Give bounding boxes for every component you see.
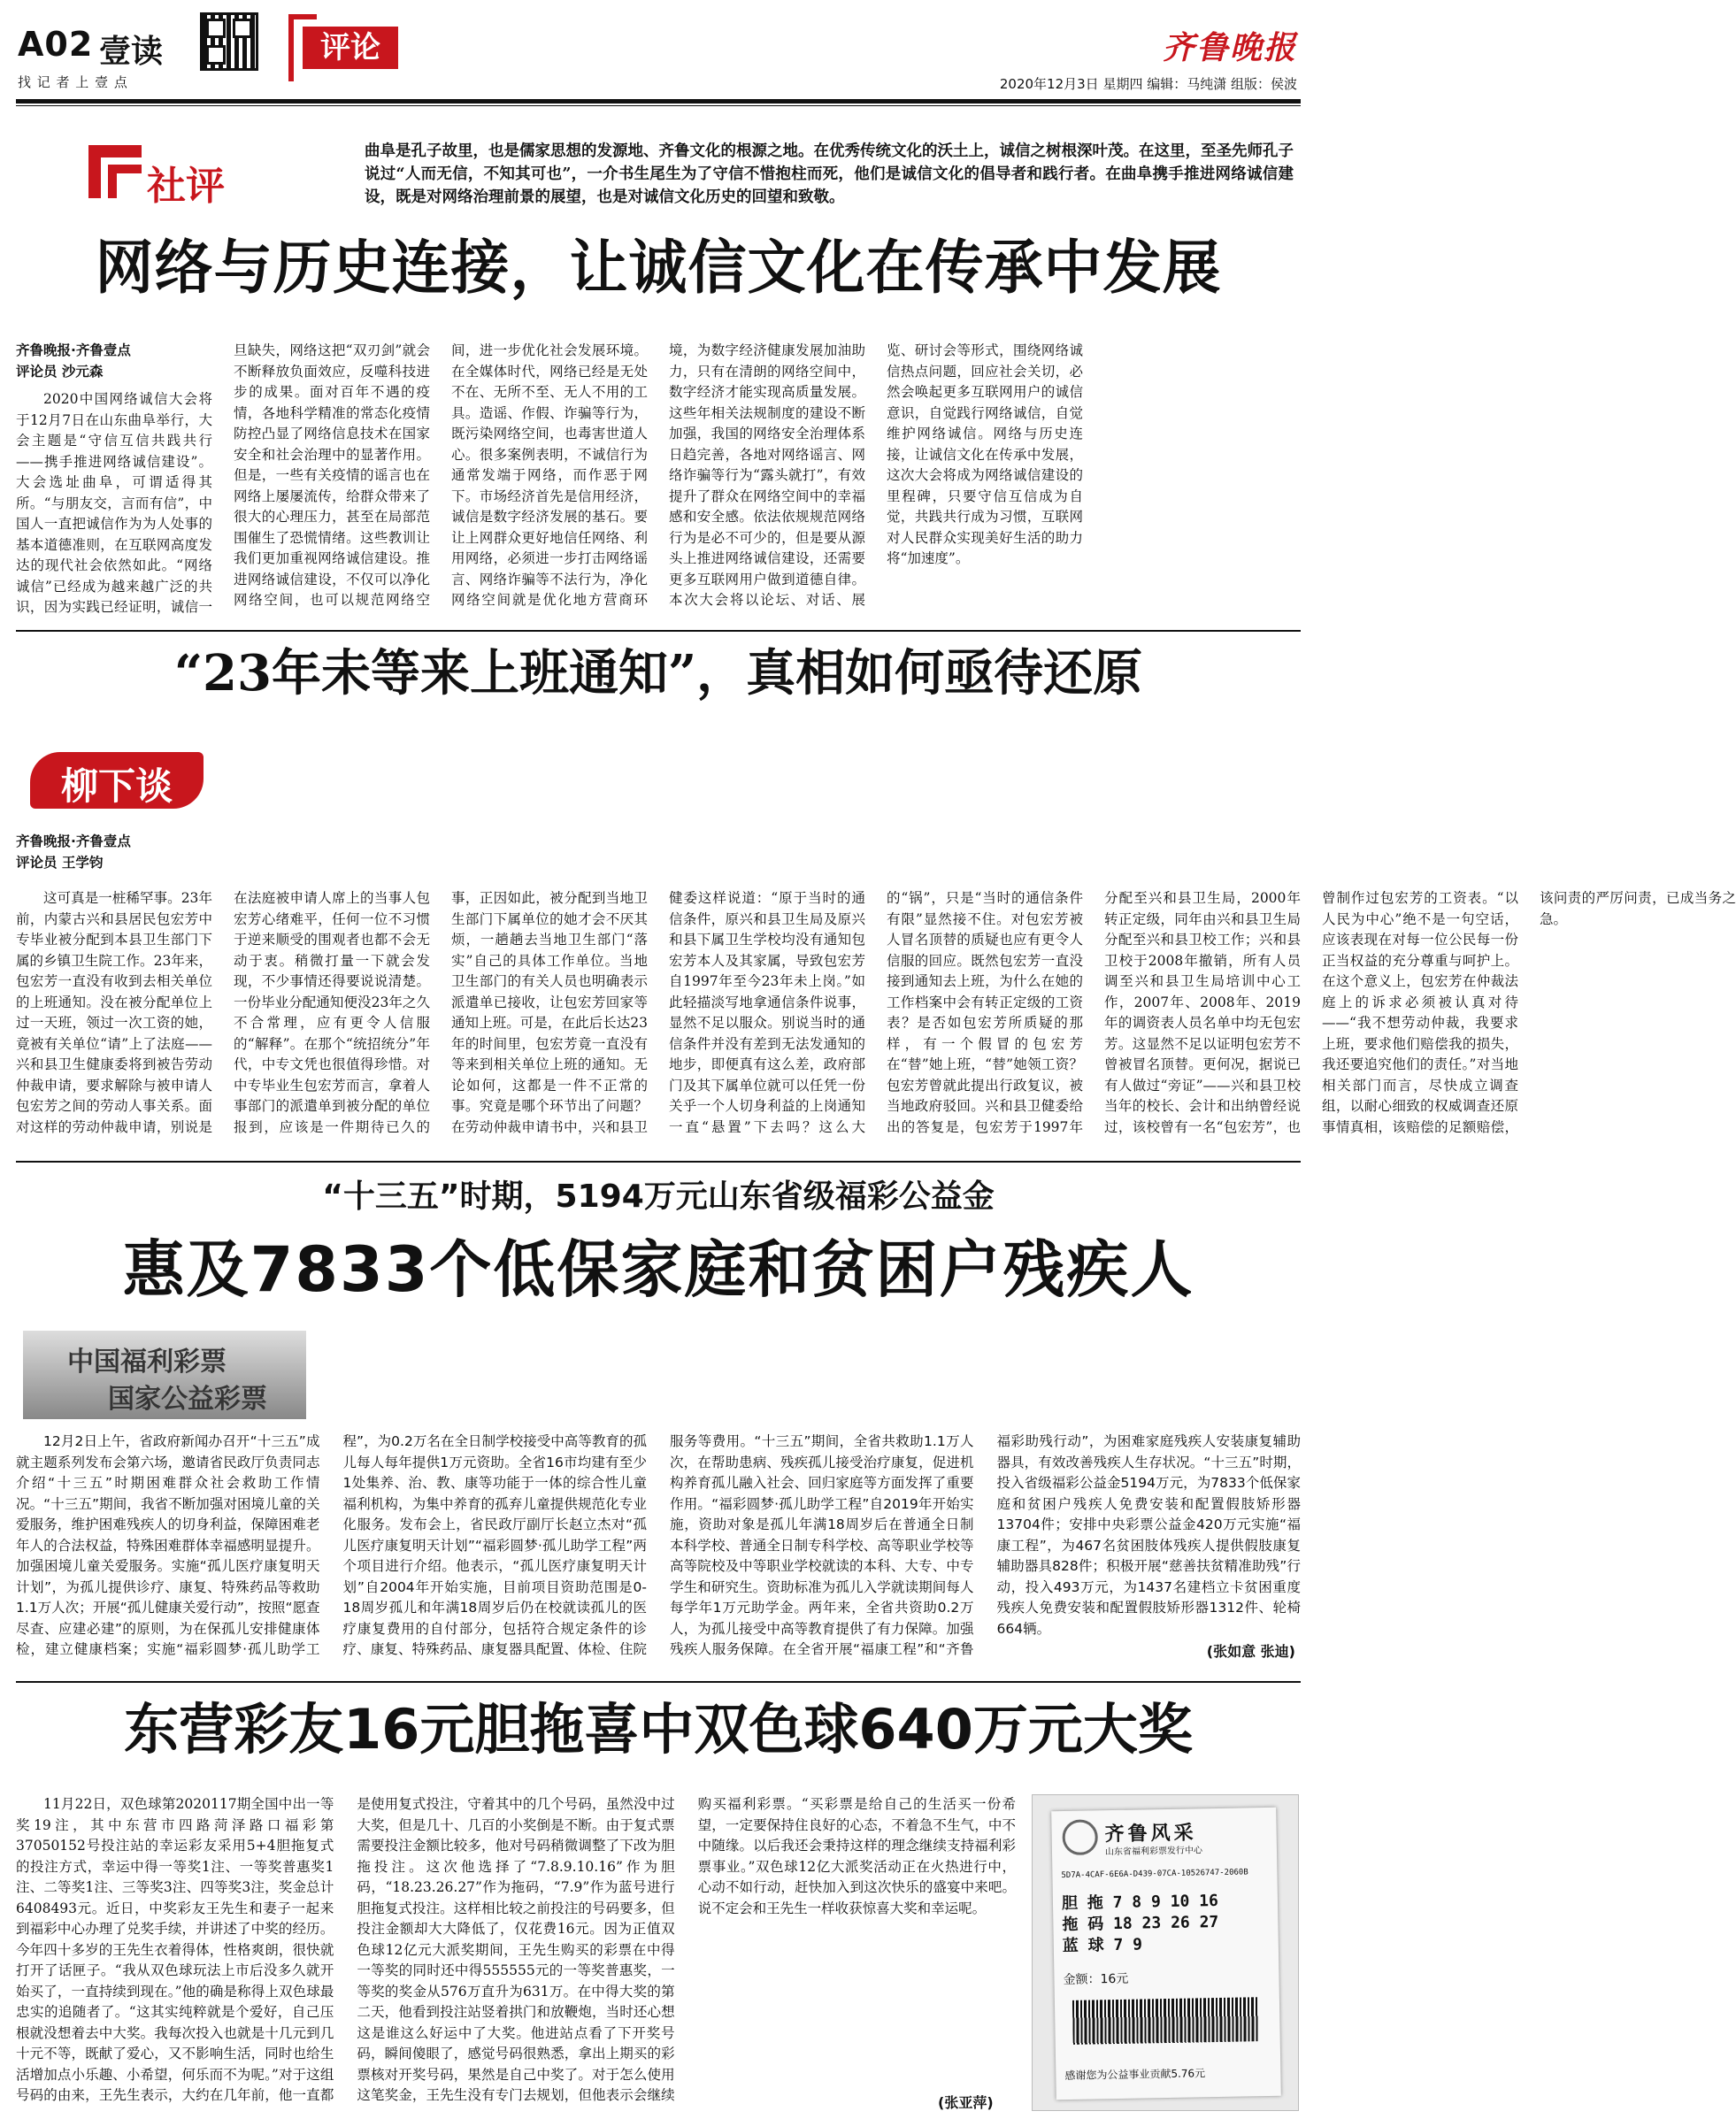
- article4-body: [16, 1794, 1016, 2111]
- ticket-dan-numbers: 胆 拖 7 8 9 10 16: [1061, 1891, 1219, 1914]
- editorial-text: 2020中国网络诚信大会将于12月7日在山东曲阜举行，大会主题是“守信互信共践共行——携手推进网络诚信建设”。大会选址曲阜，可谓适得其所。“与朋友交，言而有信”，中国人一直把诚信作为为人处事的基本道德准则，在互联网高度发达的现代社会依然如此。“网络诚信”已经成为越来越广泛的共识，因为实践已经证明，诚信一旦缺失，网络这把“双刃剑”就会不断释放负面效应，反噬科技进步的成果。面对百年不遇的疫情，各地科学精准的常态化疫情防控凸显了网络信息技术在国家安全和社会治理中的显著作用。但是，一些有关疫情的谣言也在网络上屡屡流传，给群众带来了很大的心理压力，甚至在局部范围催生了恐慌情绪。这些教训让我们更加重视网络诚信建设。推进网络诚信建设，不仅可以净化网络空间，也可以规范网络空间，进一步优化社会发展环境。在全媒体时代，网络已经是无处不在、无所不至、无人不用的工具。造谣、作假、诈骗等行为，既污染网络空间，也毒害世道人心。很多案例表明，不诚信行为通常发端于网络，而作恶于网下。市场经济首先是信用经济，诚信是数字经济发展的基石。要让上网群众更好地信任网络、利用网络，必须进一步打击网络谣言、网络诈骗等不法行为，净化网络空间就是优化地方营商环境，为数字经济健康发展加油助力，只有在清朗的网络空间中，数字经济才能实现高质量发展。这些年相关法规制度的建设不断加强，我国的网络安全治理体系日趋完善，各地对网络谣言、网络诈骗等行为“露头就打”，有效提升了群众在网络空间中的幸福感和安全感。依法依规规范网络行为是必不可少的，但是要从源头上推进网络诚信建设，还需要更多互联网用户做到道德自律。本次大会将以论坛、对话、展览、研讨会等形式，围绕网络诚信热点问题，回应社会关切，必然会唤起更多互联网用户的诚信意识，自觉践行网络诚信，自觉维护网络诚信。网络与历史连接，让诚信文化在传承中发展，这次大会将成为网络诚信建设的里程碑，只要守信互信成为自觉，共践共行成为习惯，互联网对人民群众实现美好生活的助力将“加速度”。: [16, 342, 1083, 615]
- editorial-byline-2: 评论员 沙元森: [16, 363, 104, 380]
- article4-headline: 东营彩友16元胆拖喜中双色球640万元大奖: [124, 1697, 1193, 1762]
- page-number: A02: [18, 25, 94, 64]
- article2-headline: “23年未等来上班通知”，真相如何亟待还原: [173, 644, 1143, 702]
- logo-line-2: 国家公益彩票: [108, 1384, 267, 1415]
- section-divider-2: [16, 1161, 1301, 1163]
- editorial-body: [16, 341, 1301, 626]
- editorial-headline: 网络与历史连接，让诚信文化在传承中发展: [95, 233, 1222, 302]
- ticket-barcode: [1072, 1997, 1259, 2045]
- qr-code-icon: [200, 12, 258, 71]
- ticket-tuo-numbers: 拖 码 18 23 26 27: [1062, 1912, 1219, 1935]
- lottery-logo-icon: [1062, 1819, 1098, 1855]
- welfare-lottery-logo: [23, 1331, 306, 1419]
- editorial-byline-1: 齐鲁晚报·齐鲁壹点: [16, 342, 131, 358]
- article2-body: [16, 888, 1736, 1154]
- article3-credit: (张如意 张迪): [1202, 1640, 1295, 1661]
- article3-body: [16, 1432, 1301, 1670]
- masthead-rule-thin: [16, 105, 1301, 106]
- editorial-lead: 曲阜是孔子故里，也是儒家思想的发源地、齐鲁文化的根源之地。在优秀传统文化的沃土上，诚信之树根深叶茂。在这里，至圣先师孔子说过“人而无信，不知其可也”，一介书生尾生为了守信不惜抱柱而死，他们是诚信文化的倡导者和践行者。在曲阜携手推进网络诚信建设，既是对网络治理前景的展望，也是对诚信文化历史的回望和致敬。: [365, 142, 1294, 206]
- article2-badge: [30, 743, 204, 818]
- article4-credit: (张亚萍): [933, 2092, 994, 2112]
- article4-text: 11月22日，双色球第2020117期全国中出一等奖19注，其中东营市四路菏泽路口福彩第37050152号投注站的幸运彩友采用5+4胆拖复式的投注方式，幸运中得一等奖1注、一等奖普惠奖1注、二等奖1注、三等奖3注、四等奖3注，奖金总计6408493元。近日，中奖彩友王先生和妻子一起来到福彩中心办理了兑奖手续，并讲述了中奖的经历。今年四十多岁的王先生衣着得体，性格爽朗，很快就打开了话匣子。“我从双色球玩法上市后没多久就开始买了，一直持续到现在。”他的确是称得上双色球最忠实的追随者了。“这其实纯粹就是个爱好，自己压根就没想着去中大奖。我每次投入也就是十几元到几十元不等，既献了爱心，又不影响生活，同时也给生活增加点小乐趣、小希望，何乐而不为呢。”对于这组号码的由来，王先生表示，大约在几年前，他一直都是使用复式投注，守着其中的几个号码，虽然没中过大奖，但是几十、几百的小奖倒是不断。由于复式票需要投注金额比较多，他对号码稍微调整了下改为胆拖投注。这次他选择了“7.8.9.10.16”作为胆码，“18.23.26.27”作为拖码，“7.9”作为蓝号进行胆拖复式投注。这样相比较之前投注的号码要多，但投注金额却大大降低了，仅花费16元。因为正值双色球12亿元大派奖期间，王先生购买的彩票在中得一等奖的同时还中得555555元的一等奖普惠奖，一等奖的奖金从576万直升为631万。在中得大奖的第二天，他看到投注站竖着拱门和放鞭炮，当时还心想这是谁这么好运中了大奖。他进站点看了下开奖号码，瞬间傻眼了，感觉号码很熟悉，拿出上期买的彩票核对开奖号码，果然是自己中奖了。对于怎么使用这笔奖金，王先生没有专门去规划，但他表示会继续购买福利彩票。“买彩票是给自己的生活买一份希望，一定要保持住良好的心态，不着急不生气，中不中随缘。以后我还会秉持这样的理念继续支持福利彩票事业。”双色球12亿大派奖活动正在火热进行中，心动不如行动，赶快加入到这次快乐的盛宴中来吧。说不定会和王先生一样收获惊喜大奖和幸运呢。: [16, 1796, 1016, 2103]
- newspaper-logo: 齐鲁晚报: [1162, 29, 1297, 66]
- ticket-paper: [1051, 1808, 1281, 2100]
- ticket-blue-numbers: 蓝 球 7 9: [1062, 1935, 1143, 1956]
- article2-text: 这可真是一桩稀罕事。23年前，内蒙古兴和县居民包宏芳中专毕业被分配到本县卫生部门下属的乡镇卫生院工作。23年来，包宏芳一直没有收到去相关单位的上班通知。没在被分配单位上过一天班，领过一次工资的她，竟被有关单位“请”上了法庭——兴和县卫生健康委将到被告劳动仲裁申请，要求解除与被申请人包宏芳之间的劳动人事关系。面对这样的劳动仲裁申请，别说是在法庭被申请人席上的当事人包宏芳心绪难平，任何一位不习惯于逆来顺受的围观者也都不会无动于衷。稍微打量一下就会发现，不少事情还得要说说清楚。一份毕业分配通知便没23年之久不合常理，应有更令人信服的“解释”。在那个“统招统分”年代，中专文凭也很值得珍惜。对中专毕业生包宏芳而言，拿着人事部门的派遣单到被分配的单位报到，应该是一件期待已久的事，正因如此，被分配到当地卫生部门下属单位的她才会不厌其烦，一趟趟去当地卫生部门“落实”自己的具体工作单位。当地卫生部门的有关人员也明确表示派遣单已接收，让包宏芳回家等通知上班。可是，在此后长达23年的时间里，包宏芳竟一直没有等来到相关单位上班的通知。无论如何，这都是一件不正常的事。究竟是哪个环节出了问题？在劳动仲裁申请书中，兴和县卫健委这样说道：“原于当时的通信条件，原兴和县卫生局及原兴和县下属卫生学校均没有通知包宏芳本人及其家属，导致包宏芳自1997年至今23年未上岗。”如此轻描淡写地拿通信条件说事，显然不足以服众。别说当时的通信条件并没有差到无法发通知的地步，即便真有这么差，政府部门及其下属单位就可以任凭一份关乎一个人切身利益的上岗通知一直“悬置”下去吗？这么大的“锅”，只是“当时的通信条件有限”显然接不住。对包宏芳被人冒名顶替的质疑也应有更令人信服的回应。既然包宏芳一直没接到通知去上班，为什么在她的工作档案中会有转正定级的工资表？是否如包宏芳所质疑的那样，有一个假冒的包宏芳在“替”她上班，“替”她领工资？包宏芳曾就此提出行政复议，被当地政府驳回。兴和县卫健委给出的答复是，包宏芳于1997年分配至兴和县卫生局，2000年转正定级，同年由兴和县卫生局分配至兴和县卫校工作；兴和县卫校于2008年撤销，所有人员调至兴和县卫生局培训中心工作，2007年、2008年、2019年的调资表人员名单中均无包宏芳。这显然不足以证明包宏芳不曾被冒名顶替。更何况，据说已有人做过“旁证”——兴和县卫校当年的校长、会计和出纳曾经说过，该校曾有一名“包宏芳”，也曾制作过包宏芳的工资表。“以人民为中心”绝不是一句空话，应该表现在对每一位公民每一份正当权益的充分尊重与呵护上。在这个意义上，包宏芳在仲裁法庭上的诉求必须被认真对待——“我不想劳动仲裁，我要求上班，要求他们赔偿我的损失，我还要追究他们的责任。”对当地相关部门而言，尽快成立调查组，以耐心细致的权威调查还原事情真相，该赔偿的足额赔偿，该问责的严厉问责，已成当务之急。: [16, 890, 1736, 1135]
- ticket-total: 金额：16元: [1063, 1971, 1129, 1988]
- article3-kicker: “十三五”时期，5194万元山东省级福彩公益金: [322, 1179, 995, 1215]
- masthead-rule: [16, 99, 1301, 104]
- editorial-badge: [88, 145, 257, 209]
- ticket-footer: 感谢您为公益事业贡献5.76元: [1064, 2067, 1206, 2083]
- logo-line-1: 中国福利彩票: [67, 1347, 227, 1378]
- article2-badge-label: 柳下谈: [60, 764, 173, 808]
- section-divider: [16, 630, 1301, 632]
- article3-headline: 惠及7833个低保家庭和贫困户残疾人: [122, 1233, 1194, 1306]
- date-line: 2020年12月3日 星期四 编辑：马纯潇 组版：侯波: [999, 76, 1297, 92]
- article3-text: 12月2日上午，省政府新闻办召开“十三五”成就主题系列发布会第六场，邀请省民政厅负责同志介绍“十三五”时期困难群众社会救助工作情况。“十三五”期间，我省不断加强对困境儿童的关爱服务，维护困难残疾人的切身利益，保障困难老年人的合法权益，特殊困难群体幸福感明显提升。加强困境儿童关爱服务。实施“孤儿医疗康复明天计划”，为孤儿提供诊疗、康复、特殊药品等救助1.1万人次；开展“孤儿健康关爱行动”，按照“愿查尽查、应建必建”的原则，为在保孤儿安排健康体检，建立健康档案；实施“福彩圆梦·孤儿助学工程”，为0.2万名在全日制学校接受中高等教育的孤儿每人每年提供1万元资助。全省16市均建有至少1处集养、治、教、康等功能于一体的综合性儿童福利机构，为集中养育的孤弃儿童提供规范化专业化服务。发布会上，省民政厅副厅长赵立杰对“孤儿医疗康复明天计划”“福彩圆梦·孤儿助学工程”两个项目进行介绍。他表示，“孤儿医疗康复明天计划”自2004年开始实施，目前项目资助范围是0-18周岁孤儿和年满18周岁后仍在校就读孤儿的医疗康复费用的自付部分，包括符合规定条件的诊疗、康复、特殊药品、康复器具配置、体检、住院服务等费用。“十三五”期间，全省共救助1.1万人次，在帮助患病、残疾孤儿接受治疗康复，促进机构养育孤儿融入社会、回归家庭等方面发挥了重要作用。“福彩圆梦·孤儿助学工程”自2019年开始实施，资助对象是孤儿年满18周岁后在普通全日制本科学校、普通全日制专科学校、高等职业学校等高等院校及中等职业学校就读的本科、大专、中专学生和研究生。资助标准为孤儿入学就读期间每人每学年1万元助学金。两年来，全省共资助0.2万人，为孤儿接受中高等教育提供了有力保障。加强残疾人服务保障。在全省开展“福康工程”和“齐鲁福彩助残行动”，为困难家庭残疾人安装康复辅助器具，有效改善残疾人生存状况。“十三五”时期，投入省级福彩公益金5194万元，为7833个低保家庭和贫困户残疾人免费安装和配置假肢矫形器13704件；安排中央彩票公益金420万元实施“福康工程”，为467名贫困肢体残疾人提供假肢康复辅助器具828件；积极开展“慈善扶贫精准助残”行动，投入493万元，为1437名建档立卡贫困重度残疾人免费安装和配置假肢矫形器1312件、轮椅664辆。: [16, 1433, 1301, 1657]
- masthead: [0, 0, 1317, 104]
- section-subtitle: 找 记 者 上 壹 点: [18, 74, 128, 90]
- ticket-brand: 齐鲁风采: [1104, 1822, 1197, 1846]
- section-name: 壹读: [99, 34, 164, 70]
- ticket-brand-sub: 山东省福利彩票发行中心: [1104, 1846, 1203, 1858]
- article2-byline-2: 评论员 王学钧: [16, 854, 104, 871]
- section-divider-3: [16, 1681, 1301, 1683]
- editorial-badge-label: 社评: [147, 164, 225, 209]
- ticket-code: 5D7A-4CAF-6E6A-D439-07CA-10526747-2060B: [1061, 1868, 1248, 1881]
- article2-byline-1: 齐鲁晚报·齐鲁壹点: [16, 833, 131, 849]
- lottery-ticket-photo: [1032, 1794, 1299, 2111]
- column-tag: 评论: [303, 27, 398, 69]
